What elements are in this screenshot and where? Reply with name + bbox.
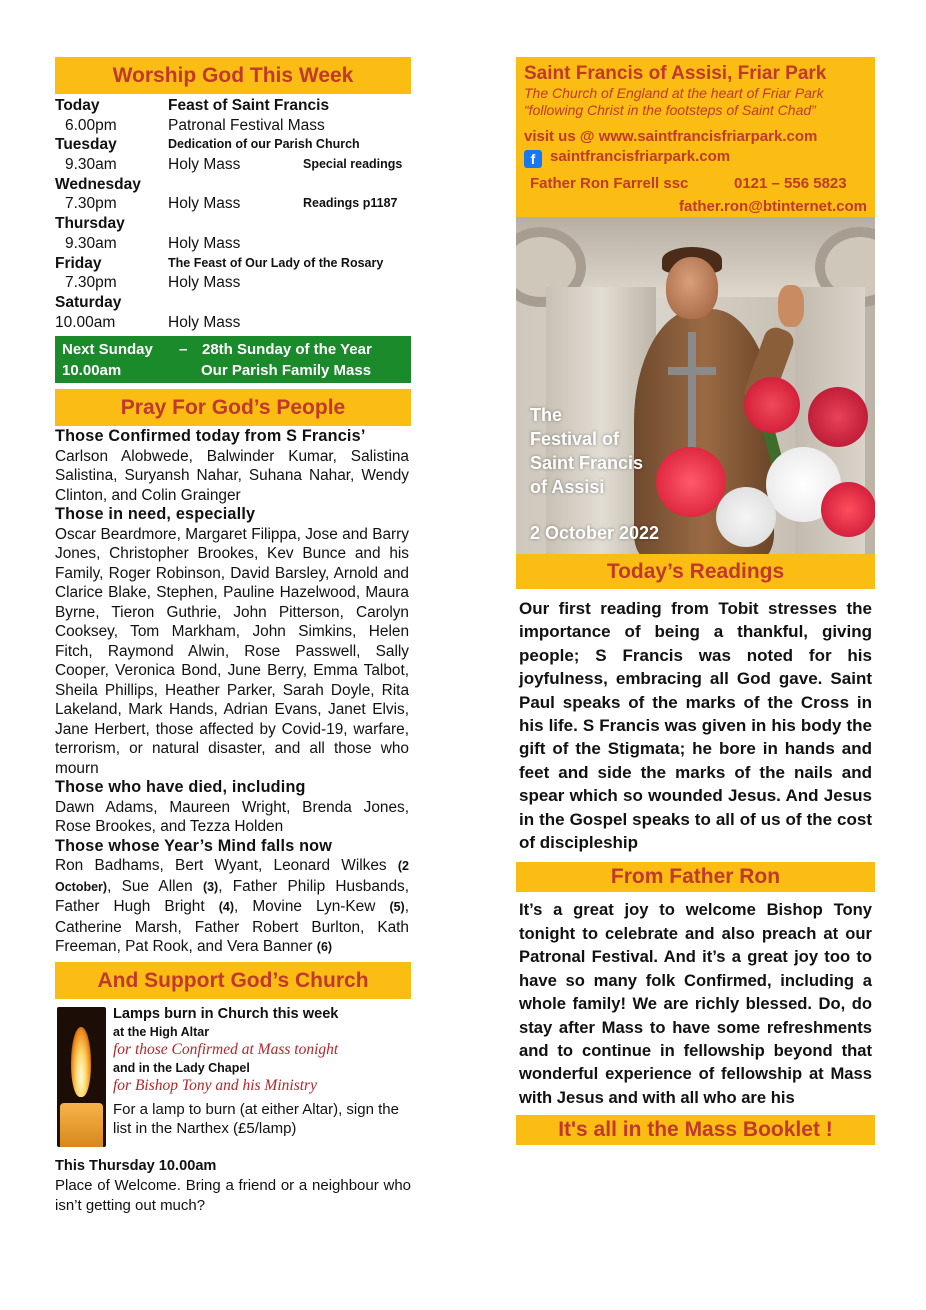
high-altar-intention: for those Confirmed at Mass tonight xyxy=(113,1040,339,1058)
schedule-day: Today xyxy=(55,97,100,114)
father-ron-heading: From Father Ron xyxy=(516,862,875,892)
lamp-text xyxy=(113,1005,411,1138)
priest-name: Father Ron Farrell ssc xyxy=(530,175,689,192)
departed-heading: Those who have died, including xyxy=(55,778,306,797)
next-sunday-label: Next Sunday xyxy=(62,341,153,359)
facebook-icon: f xyxy=(524,150,542,168)
next-sunday-bar xyxy=(55,336,411,383)
parish-title: Saint Francis of Assisi, Friar Park xyxy=(524,63,827,84)
lamps-heading: Lamps burn in Church this week xyxy=(113,1005,339,1022)
years-mind-names: Ron Badhams, Bert Wyant, Leonard Wilkes (2 October), Sue Allen (3), Father Philip Husbands, Father Hugh Bright (4), Movine Lyn-Kew (5), Catherine Marsh, Father Robert Burlton, Kath Freeman, Pat Rook, and Vera Banner (6) xyxy=(55,857,409,956)
schedule-event: Patronal Festival Mass xyxy=(168,116,325,134)
schedule-row xyxy=(55,214,411,234)
father-ron-text: It’s a great joy to welcome Bishop Tony tonight to celebrate and also preach at our Patronal Festival. And it’s a great joy too to have so many folk Confirmed, including a whole family! We are richly blessed. Do, do stay after Mass to have some refreshments and to continue in fellowship beyond that wonderful experience of fellowship at Mass with Jesus and with all who are his xyxy=(519,900,872,1107)
thursday-heading: This Thursday 10.00am xyxy=(55,1157,217,1174)
lady-chapel-intention: for Bishop Tony and his Ministry xyxy=(113,1076,317,1094)
schedule-time: 10.00am xyxy=(55,313,116,331)
schedule-event: The Feast of Our Lady of the Rosary xyxy=(168,255,384,270)
facebook-link[interactable]: f saintfrancisfriarpark.com xyxy=(524,147,867,168)
lady-chapel-label: and in the Lady Chapel xyxy=(113,1060,250,1075)
support-heading: And Support God’s Church xyxy=(55,962,411,999)
in-need-names: Oscar Beardmore, Margaret Filippa, Jose and Barry Jones, Christopher Brookes, Kev Bunce and his Family, Roger Robinson, David Barsley, Arnold and Clarice Blake, Stephen, Pauline Hazelwood, Maura Byrne, Tieron Guthrie, John Pitterson, Carolyn Cooksey, Tom Markham, John Simkins, Helen Fitch, Raymond Alwin, Rose Passwell, Sally Cooper, Veronica Bond, June Berry, Emma Talbot, Sheila Phillips, Heather Parker, Sarah Doyle, Rita Lakeland, Mark Hands, Adrian Evans, Janet Elvis, Jane Herbert, those affected by Covid-19, warfare, terrorism, or natural disaster, and all those who mourn xyxy=(55,525,409,777)
schedule-event: Feast of Saint Francis xyxy=(168,97,330,114)
phone-number: 0121 – 556 5823 xyxy=(734,175,847,192)
mass-booklet-banner: It's all in the Mass Booklet ! xyxy=(516,1115,875,1145)
schedule-row xyxy=(55,175,411,195)
schedule-event: Holy Mass xyxy=(168,234,241,252)
schedule-row xyxy=(55,194,411,214)
worship-schedule xyxy=(55,96,411,332)
schedule-day: Friday xyxy=(55,254,102,272)
schedule-row xyxy=(55,155,411,175)
in-need-heading: Those in need, especially xyxy=(55,505,256,524)
schedule-event: Holy Mass xyxy=(168,274,241,292)
schedule-row xyxy=(55,293,411,313)
schedule-row xyxy=(55,273,411,293)
confirmed-heading: Those Confirmed today from S Francis’ xyxy=(55,427,366,446)
readings-text: Our first reading from Tobit stresses the importance of being a thankful, giving people; S Francis was noted for his joyfulness, embracing all God gave. Saint Paul speaks of the marks of the Cross in his life. S Francis was given in his body the gift of the Stigmata; he bore in hands and feet and side the marks of the nails and spear which so wounded Jesus. And Jesus in the Gospel speaks to all of us of the cost of discipleship xyxy=(519,599,872,853)
left-column xyxy=(55,57,411,1215)
schedule-event: Holy Mass xyxy=(168,156,241,174)
schedule-time: 9.30am xyxy=(65,234,117,252)
lamp-instructions: For a lamp to burn (at either Altar), sign the list in the Narthex (£5/lamp) xyxy=(113,1100,399,1137)
right-column xyxy=(516,57,875,1145)
schedule-row xyxy=(55,96,411,116)
schedule-event: Dedication of our Parish Church xyxy=(168,137,360,152)
years-mind-heading: Those whose Year’s Mind falls now xyxy=(55,836,333,855)
schedule-time: 7.30pm xyxy=(65,274,117,292)
readings-heading: Today’s Readings xyxy=(516,554,875,589)
departed-names: Dawn Adams, Maureen Wright, Brenda Jones, Rose Brookes, and Tezza Holden xyxy=(55,798,409,836)
schedule-time: 7.30pm xyxy=(65,195,117,213)
schedule-event: Holy Mass xyxy=(168,313,241,331)
schedule-day: Tuesday xyxy=(55,136,117,154)
next-sunday-mass: Our Parish Family Mass xyxy=(201,362,372,380)
next-sunday-time: 10.00am xyxy=(62,362,122,380)
thursday-notice xyxy=(55,1157,411,1216)
schedule-row xyxy=(55,116,411,136)
parish-tagline: The Church of England at the heart of Friar Park xyxy=(524,85,824,101)
website-link[interactable]: visit us @ www.saintfrancisfriarpark.com xyxy=(524,128,818,145)
confirmed-names: Carlson Alobwede, Balwinder Kumar, Salistina Salistina, Suryansh Nahar, Suhana Nahar, Wendy Clinton, and Colin Grainger xyxy=(55,447,409,504)
lamp-section xyxy=(55,1005,411,1145)
thursday-text: Place of Welcome. Bring a friend or a neighbour who isn’t getting out much? xyxy=(55,1177,411,1214)
pray-heading: Pray For God’s People xyxy=(55,389,411,426)
photo-caption: The Festival of Saint Francis of Assisi xyxy=(530,405,644,497)
parish-motto: “following Christ in the footsteps of Saint Chad” xyxy=(524,102,816,118)
schedule-time: 6.00pm xyxy=(65,116,117,134)
schedule-row xyxy=(55,254,411,274)
high-altar-label: at the High Altar xyxy=(113,1024,210,1039)
candle-image xyxy=(57,1007,106,1147)
schedule-day: Thursday xyxy=(55,215,125,233)
schedule-row xyxy=(55,234,411,254)
parish-info-box xyxy=(516,57,875,217)
worship-heading: Worship God This Week xyxy=(55,57,411,94)
saint-francis-statue-photo xyxy=(516,217,875,554)
schedule-note: Readings p1187 xyxy=(303,196,398,211)
email-link[interactable]: father.ron@btinternet.com xyxy=(679,198,867,215)
photo-date: 2 October 2022 xyxy=(530,523,660,543)
schedule-day: Saturday xyxy=(55,293,122,311)
next-sunday-title: 28th Sunday of the Year xyxy=(202,341,372,359)
schedule-time: 9.30am xyxy=(65,156,117,174)
prayer-list xyxy=(55,427,411,958)
schedule-day: Wednesday xyxy=(55,175,141,193)
schedule-event: Holy Mass xyxy=(168,195,241,213)
priest-contact xyxy=(524,174,867,194)
schedule-row xyxy=(55,135,411,155)
schedule-row xyxy=(55,313,411,333)
next-sunday-dash: – xyxy=(179,341,188,359)
schedule-note: Special readings xyxy=(303,157,403,172)
